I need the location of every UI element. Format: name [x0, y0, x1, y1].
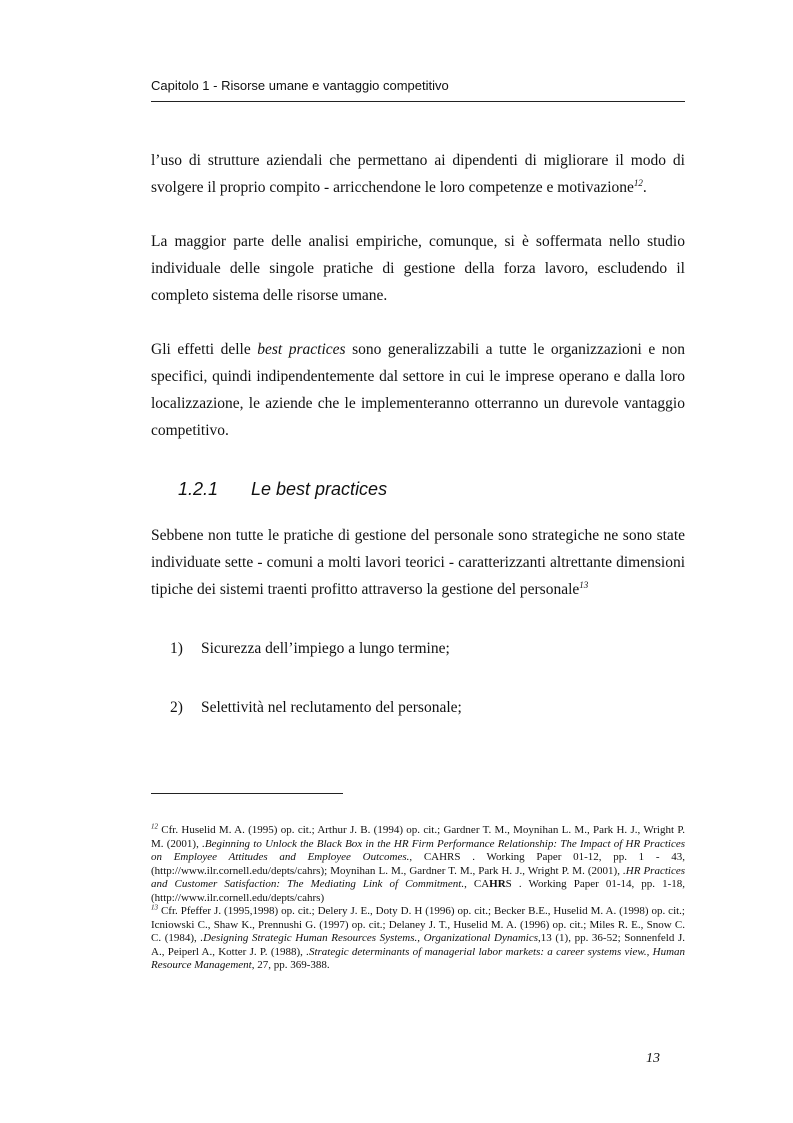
list-item	[170, 699, 462, 717]
list-item-text: Sicurezza dell’impiego a lungo termine;	[201, 640, 450, 657]
running-header: Capitolo 1 - Risorse umane e vantaggio competitivo	[151, 78, 449, 93]
footnote-13-text-a: Cfr. Pfeffer J. (1995,1998) op. cit.; Delery J. E., Doty D. H (1996) op. cit.; Becker B.E., Huselid M. A. (1998) op. cit.; Icniowski C., Shaw K., Prennushi G. (1997) op. cit.; Delaney J. T., Huselid M. A. (1996) op. cit.; Miles R. E., Snow C. C. (1984),	[151, 905, 685, 944]
paragraph-2: La maggior parte delle analisi empiriche, comunque, si è soffermata nello studio individuale delle singole pratiche di gestione della forza lavoro, escludendo il completo sistema delle risorse umane.	[151, 233, 685, 304]
section-heading	[178, 479, 387, 500]
paragraph-1-end: .	[642, 179, 647, 196]
paragraph-1	[151, 147, 685, 201]
footnote-12-text-d: S . Working Paper 01-14, pp. 1-18, (http://www.ilr.cornell.edu/depts/cahrs)	[151, 878, 686, 904]
list-item	[170, 640, 450, 658]
footnotes	[151, 824, 685, 973]
footnote-13-number: 13	[151, 903, 158, 912]
page-number: 13	[646, 1051, 660, 1066]
footnote-13-text-b: ,13 (1), pp. 36-52; Sonnenfeld J. A., Peiperl A., Kotter J. P. (1988),	[151, 932, 685, 958]
footnote-12-number: 12	[151, 822, 158, 831]
header-divider	[151, 101, 685, 102]
list-item-number: 2)	[170, 699, 183, 716]
footnote-13	[151, 905, 685, 973]
footnote-12-text-b: , CAHRS . Working Paper 01-12, pp. 1 - 43, (http://www.ilr.cornell.edu/depts/cahrs); Moynihan L. M., Gardner T. M., Park H. J., Wright P. M. (2001),	[151, 851, 685, 877]
footnote-12-text-c: , CA	[464, 878, 490, 890]
paragraph-3-start: Gli effetti delle	[151, 341, 258, 358]
paragraph-1-text: l’uso di strutture aziendali che permettano ai dipendenti di migliorare il modo di svolgere il proprio compito - arricchendone le loro competenze e motivazione	[151, 152, 685, 196]
footnote-ref-12[interactable]: 12	[633, 177, 643, 188]
footnote-12-bold: HR	[489, 878, 506, 890]
footnote-ref-13[interactable]: 13	[579, 579, 589, 590]
footnote-13-text-c: , 27, pp. 369-388.	[251, 959, 330, 971]
section-title: Le best practices	[251, 479, 388, 499]
paragraph-3-end: sono generalizzabili a tutte le organizzazioni e non specifici, quindi indipendentemente dal settore in cui le imprese operano e dalla loro localizzazione, le aziende che le implementeranno otterranno un durevole vantaggio competitivo.	[151, 341, 685, 439]
footnote-12	[151, 824, 685, 905]
paragraph-3	[151, 336, 685, 444]
list-item-number: 1)	[170, 640, 183, 657]
footnote-12-text-a: Cfr. Huselid M. A. (1995) op. cit.; Arthur J. B. (1994) op. cit.; Gardner T. M., Moynihan L. M., Park H. J., Wright P. M. (2001),	[151, 824, 685, 850]
list-item-text: Selettività nel reclutamento del personale;	[201, 699, 462, 716]
footnote-13-title-1: .Designing Strategic Human Resources Systems., Organizational Dynamics	[200, 932, 539, 944]
paragraph-3-emphasis: best practices	[257, 341, 346, 358]
section-number: 1.2.1	[178, 479, 219, 499]
footnote-12-title-2: .HR Practices and Customer Satisfaction: The Mediating Link of Commitment.	[151, 864, 686, 890]
paragraph-4	[151, 522, 685, 603]
footnote-12-title-1: .Beginning to Unlock the Black Box in the HR Firm Performance Relationship: The Impact of HR Practices on Employee Attitudes and Employee Outcomes.	[151, 837, 685, 863]
footnote-13-title-2: .Strategic determinants of managerial labor markets: a career systems view., Human Resource Management	[151, 945, 686, 971]
footnote-divider	[151, 793, 343, 794]
paragraph-4-text: Sebbene non tutte le pratiche di gestione del personale sono strategiche ne sono state individuate sette - comuni a molti lavori teorici - caratterizzanti altrettante dimensioni tipiche dei sistemi traenti profitto attraverso la gestione del personale	[151, 527, 685, 598]
